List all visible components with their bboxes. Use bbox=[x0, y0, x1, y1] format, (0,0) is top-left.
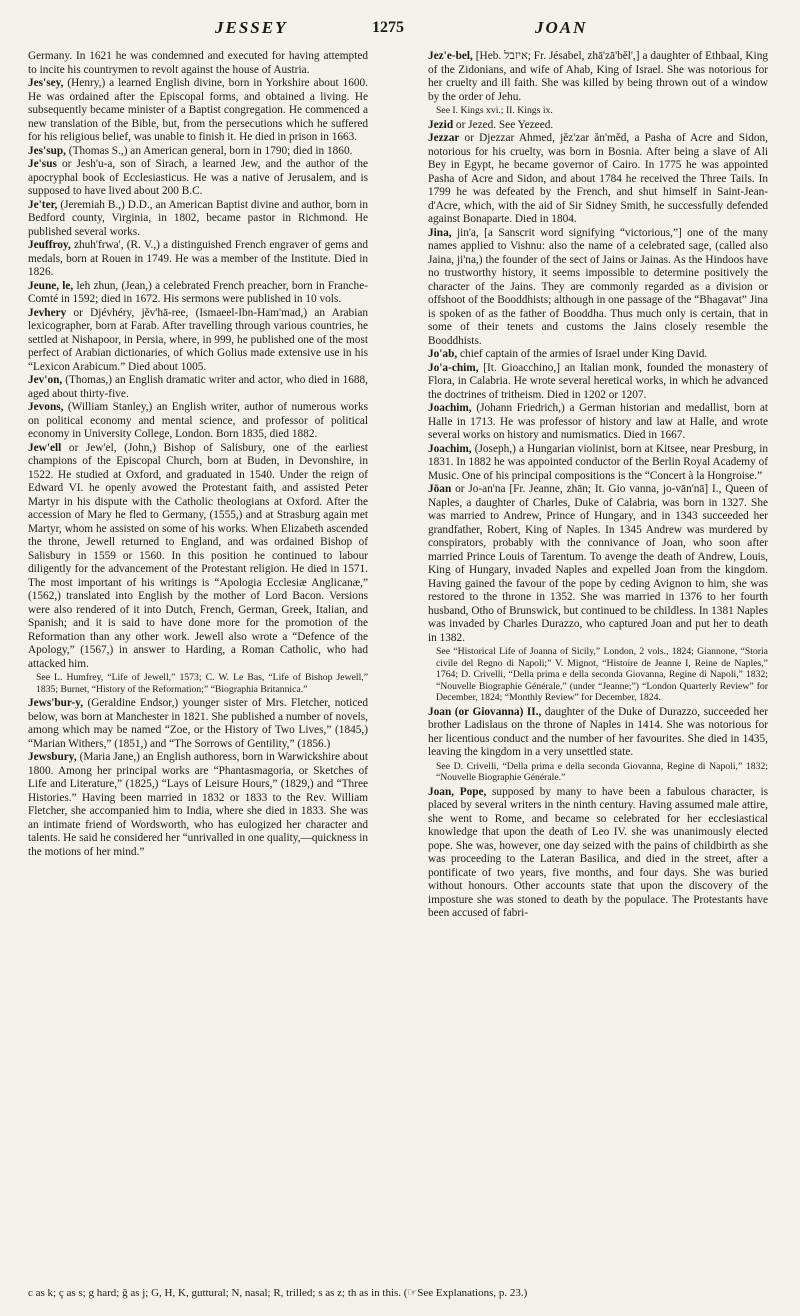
entry-text: chief captain of the armies of Israel under King David. bbox=[457, 348, 708, 360]
reference-note bbox=[36, 672, 368, 695]
entry-text: daughter of the Duke of Durazzo, succeeded her brother Ladislaus on the throne of Naples in 1414. She was notorious for her licentious conduct and the number of her favourites. She died in 1435, leaving the kingdom in a very unsettled state. bbox=[428, 705, 768, 758]
entry-headword: Jes'sey, bbox=[28, 77, 64, 89]
dictionary-entry bbox=[28, 307, 368, 375]
dictionary-entry bbox=[28, 280, 368, 307]
entry-headword: Je'sus bbox=[28, 158, 57, 170]
entry-text: Germany. In 1621 he was condemned and executed for having attempted to incite his countrymen to revolt against the house of Austria. bbox=[28, 50, 368, 76]
entry-headword: Jōan bbox=[428, 483, 452, 495]
entry-headword: Joachim, bbox=[428, 402, 472, 414]
dictionary-entry bbox=[28, 50, 368, 77]
dictionary-entry bbox=[428, 132, 768, 227]
entry-headword: Jewsbury, bbox=[28, 751, 77, 763]
header-left-guide-word: JESSEY bbox=[215, 18, 288, 37]
entry-text: [It. Gioacchino,] an Italian monk, founded the monastery of Flora, in Calabria. He wrote several heretical works, in which he advanced the doctrines of tritheism. Died in 1202 or 1207. bbox=[428, 361, 768, 401]
entry-headword: Jews'bur-y, bbox=[28, 697, 84, 709]
header-right-guide-word: JOAN bbox=[535, 18, 588, 37]
entry-headword: Joan (or Giovanna) II., bbox=[428, 705, 542, 718]
dictionary-entry bbox=[28, 442, 368, 672]
entry-text: or Jezed. See Yezeed. bbox=[453, 118, 554, 131]
entry-headword: Jez'e-bel, bbox=[428, 50, 473, 62]
entry-text: or Djévhéry, jĕv'hā-ree, (Ismaeel-Ibn-Ham'mad,) an Arabian lexicographer, born at Farab. After travelling through various countries, he settled at Nishapoor, in Persia, where, in 999, he published one of the most perfect of Arabian dictionaries, of which Golius made extensive use in his “Lexicon Arabicum.” Died about 1005. bbox=[28, 306, 368, 373]
dictionary-entry bbox=[428, 402, 768, 443]
dictionary-entry bbox=[428, 348, 768, 362]
dictionary-entry bbox=[428, 706, 768, 760]
entry-text: (Maria Jane,) an English authoress, born in Warwickshire about 1800. Among her principal works are “Phantasmagoria, or Sketches of Life and Literature,” (1825,) “Lays of Leisure Hours,” (1829,) and “Three Histories.” Having been married in 1832 or 1833 to the Rev. William Fletcher, she accompanied him to India, where she died in 1833. She was an intimate friend of Wordsworth, who has eulogized her character and talents. He said he considered her “unrivalled in one quality,—quickness in the motions of her mind.” bbox=[28, 751, 368, 858]
entry-text: (Jeremiah B.,) D.D., an American Baptist divine and author, born in Bedford county, Virginia, in 1802, became pastor in Richmond. He published several works. bbox=[28, 198, 368, 238]
entry-headword: Jevhery bbox=[28, 306, 67, 319]
entry-text: or Jesh'u-a, son of Sirach, a learned Jew, and the author of the apocryphal book of Ecclesiasticus. He was a native of Jerusalem, and is supposed to have lived about 200 B.C. bbox=[28, 158, 368, 197]
entry-text: (William Stanley,) an English writer, author of numerous works on political economy and mental science, and professor of political economy in University College, London. Born 1835, died 1882. bbox=[28, 401, 368, 440]
dictionary-entry bbox=[428, 362, 768, 403]
entry-text: leh zhun, (Jean,) a celebrated French preacher, born in Franche-Comté in 1592; died in 1672. His sermons were published in 10 vols. bbox=[28, 279, 368, 305]
dictionary-entry bbox=[428, 786, 768, 921]
entry-text: zhuh'frwa', (R. V.,) a distinguished French engraver of gems and medals, born at Rouen in 1749. He was a member of the Institute. Died in 1826. bbox=[28, 239, 368, 278]
entry-headword: Jew'ell bbox=[28, 441, 62, 454]
dictionary-entry bbox=[28, 751, 368, 859]
page-number: 1275 bbox=[372, 19, 404, 36]
entry-headword: Jeuffroy, bbox=[28, 239, 71, 251]
entry-headword: Jes'sup, bbox=[28, 144, 66, 157]
entry-text: or Jew'el, (John,) Bishop of Salisbury, one of the earliest champions of the Episcopal Church, born at Buden, in Devonshire, in 1522. He studied at Oxford, and graduated in 1540. Under the reign of Edward VI. he openly avowed the Protestant faith, and assisted Peter Martyr in his dispute with the Catholic theologians at Oxford. After the accession of Mary he fled to Germany, (1555,) and at Strasburg again met Martyr, whom he assisted on some of his works. When Elizabeth ascended the throne, Jewell returned to England, and was ordained Bishop of Salisbury in 1559 or 1560. In this position he continued to labour diligently for the advancement of the Protestant religion. He died in 1571. The most important of his writings is “Apologia Ecclesiæ Anglicanæ,” (1562,) translated into English by the mother of Lord Bacon. Versions were also rendered of it into Dutch, French, German, Greek, Italian, and Spanish; and it is said to have done more for the promotion of the Reformation than any other work. Jewell also wrote a “Defence of the Apology,” (1567,) in answer to Harding, a Roman Catholic, who had attacked him. bbox=[28, 441, 368, 670]
entry-text: or Jo-an'na [Fr. Jeanne, zhān; It. Gio vanna, jo-vān'nā] I., Queen of Naples, a daughter of Charles, Duke of Calabria, was born in 1327. She was married to Andrew, Prince of Hungary, and in 1343 succeeded her grandfather, Robert, King of Naples. In 1345 Andrew was murdered by conspirators, probably with the connivance of Joan, who soon after married Prince Louis of Tarentum. To avenge the death of Andrew, Louis, King of Hungary, invaded Naples and expelled Joan from the kingdom. Having gained the favour of the pope by ceding Avignon to him, she was restored to the throne in 1352. She was married in 1376 to her fourth husband, Otho of Brunswick, but continued to be childless. In 1381 Naples was invaded by Charles Durazzo, who captured Joan and put her to death in 1382. bbox=[428, 483, 768, 644]
entry-headword: Jeune, le, bbox=[28, 279, 74, 292]
entry-headword: Jo'ab, bbox=[428, 348, 458, 360]
dictionary-entry bbox=[28, 77, 368, 145]
entry-text: or Djezzar Ahmed, jĕz'zar ăn'mĕd, a Pasha of Acre and Sidon, notorious for his cruelty, was born in Bosnia. After being a slave of Ali Bey in Egypt, he became governor of Cairo. In 1775 he was appointed Pasha of Acre and Sidon, and about 1784 he received the Three Tails. In 1799 he was defeated by the French, and shut himself in Saint-Jean-d'Acre, which, with the aid of Sir Sidney Smith, he successfully defended against Bonaparte. Died in 1804. bbox=[428, 132, 768, 225]
entry-headword: Jevons, bbox=[28, 401, 64, 413]
dictionary-entry bbox=[28, 239, 368, 280]
dictionary-entry bbox=[28, 697, 368, 751]
reference-text: See I. Kings xvi.; II. Kings ix. bbox=[436, 105, 553, 116]
entry-text: [Heb. איזבל; Fr. Jésabel, zhā'zā'bĕl',] a daughter of Ethbaal, King of the Zidonians, and wife of Ahab, King of Israel. She was notorious for her cruelty and ill faith. She was killed by being thrown out of a window by the order of Jehu. bbox=[428, 50, 768, 103]
dictionary-entry bbox=[428, 119, 768, 133]
right-column bbox=[428, 50, 768, 1270]
dictionary-entry bbox=[428, 50, 768, 104]
entry-text: supposed by many to have been a fabulous character, is placed by several writers in the ninth century. Having assumed male attire, she went to Rome, and became so celebrated for her ecclesiastical knowledge that upon the death of Leo IV. she was unanimously elected pope. She was, however, one day seized with the pains of childbirth as she was proceeding to the Lateran Basilica, and died in the street, after a pontificate of two years, five months, and four days. She was buried without honours. Other accounts state that upon the discovery of the imposture she was stoned to death by the populace. The Protestants have been accused of fabri- bbox=[428, 785, 768, 919]
entry-text: (Johann Friedrich,) a German historian and medallist, born at Halle in 1713. He was professor of history and law at Halle, and wrote several works on history and numismatics. Died in 1667. bbox=[428, 402, 768, 441]
reference-note bbox=[436, 646, 768, 704]
entry-headword: Joachim, bbox=[428, 442, 472, 455]
dictionary-entry bbox=[28, 374, 368, 401]
entry-headword: Jezzar bbox=[428, 132, 460, 144]
entry-text: (Geraldine Endsor,) younger sister of Mrs. Fletcher, noticed below, was born at Manchester in 1821. She published a number of novels, among which may be named “Zoe, or the History of Two Lives,” (1845,) “Marian Withers,” (1851,) and “The Sorrows of Gentility,” (1856.) bbox=[28, 697, 368, 750]
dictionary-entry bbox=[28, 199, 368, 240]
dictionary-entry bbox=[428, 483, 768, 645]
reference-note bbox=[436, 105, 768, 117]
entry-headword: Jezid bbox=[428, 118, 454, 131]
reference-text: See L. Humfrey, “Life of Jewell,” 1573; C. W. Le Bas, “Life of Bishop Jewell,” 1835; Burnet, “History of the Reformation;” “Biographia Britannica.” bbox=[36, 672, 368, 695]
dictionary-entry bbox=[28, 158, 368, 199]
dictionary-entry bbox=[28, 401, 368, 442]
entry-headword: Jev'on, bbox=[28, 374, 63, 386]
left-column bbox=[28, 50, 368, 1270]
entry-headword: Jina, bbox=[428, 226, 452, 239]
entry-text: (Thomas,) an English dramatic writer and actor, who died in 1688, aged about thirty-five. bbox=[28, 374, 368, 400]
dictionary-entry bbox=[428, 443, 768, 484]
reference-note bbox=[436, 761, 768, 784]
entry-headword: Jo'a-chim, bbox=[428, 361, 479, 374]
running-header bbox=[0, 14, 800, 44]
dictionary-entry bbox=[28, 145, 368, 159]
dictionary-entry bbox=[428, 227, 768, 349]
entry-text: (Joseph,) a Hungarian violinist, born at Kitsee, near Presburg, in 1831. In 1882 he was appointed conductor of the Berlin Royal Academy of Music. One of his principal compositions is the “Concert à la Hongroise.” bbox=[428, 442, 768, 482]
reference-text: See “Historical Life of Joanna of Sicily,” London, 2 vols., 1824; Giannone, “Storia civile del Regno di Napoli;” V. Mignot, “Histoire de Jeanne I, Reine de Naples,” 1764; D. Crivelli, “Della prima e della seconda Giovanna, Regine di Napoli,” 1832; “Nouvelle Biographie Générale,” (under “Jeanne;”) “London Quarterly Review” for December, 1824; “Monthly Review” for December, 1824. bbox=[436, 646, 768, 703]
entry-text: jin'a, [a Sanscrit word signifying “victorious,”] one of the many names applied to Vishnu: also the name of a celebrated sage, (called also Jaina, ji'na,) the founder of the sect of Jains or Jainas. As the Hindoos have no trustworthy history, it seems impossible to determine positively the character of the Jains. They are commonly regarded as a division or offshoot of the Booddhists; although in one passage of the “Bhagavat” Jina is spoken of as the father of Booddha. Thus much only is certain, that in some of their tenets and customs the Jains closely resemble the Booddhists. bbox=[428, 226, 768, 347]
entry-headword: Je'ter, bbox=[28, 198, 58, 211]
pronunciation-key-footer: c as k; ç as s; g hard; ğ as j; G, H, K, guttural; N, nasal; R, trilled; s as z; th as in this. (☞See Explanations, p. 23.) bbox=[28, 1287, 528, 1299]
entry-text: (Thomas S.,) an American general, born in 1790; died in 1860. bbox=[65, 144, 353, 157]
reference-text: See D. Crivelli, “Della prima e della seconda Giovanna, Regine di Napoli,” 1832; “Nouvelle Biographie Générale.” bbox=[436, 760, 768, 783]
entry-headword: Joan, Pope, bbox=[428, 785, 487, 798]
entry-text: (Henry,) a learned English divine, born in Yorkshire about 1600. He was ordained after the Episcopal forms, and obtained a living. He subsequently became minister of a Baptist congregation. He commenced a new translation of the Bible, but, from the persecutions which he suffered for his religious belief, was unable to finish it. He died in prison in 1663. bbox=[28, 77, 368, 143]
